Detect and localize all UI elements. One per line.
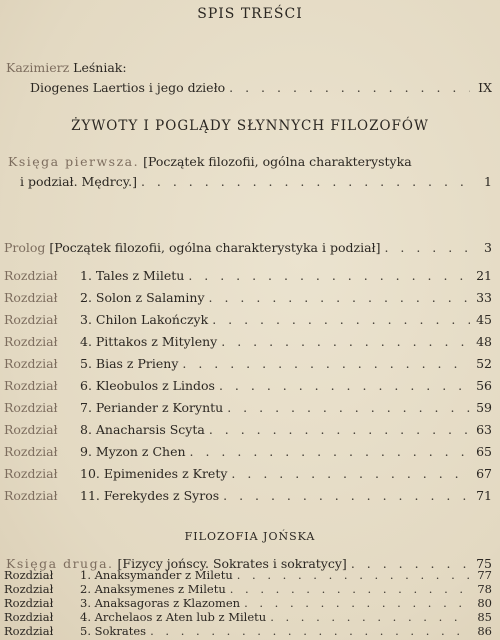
toc-entry-chapter bbox=[4, 466, 492, 481]
toc-entry-chapter bbox=[4, 312, 492, 327]
leader-dots bbox=[229, 80, 470, 95]
page-number: 56 bbox=[476, 378, 492, 393]
page-number: 86 bbox=[477, 624, 492, 638]
section-heading-main: ŻYWOTY I POGLĄDY SŁYNNYCH FILOZOFÓW bbox=[71, 118, 429, 134]
toc-entry-chapter bbox=[4, 444, 492, 459]
prolog-label: Prolog bbox=[4, 240, 46, 255]
toc-text: Rozdział bbox=[4, 356, 58, 371]
toc-text bbox=[4, 334, 217, 349]
toc-text: 4. Pittakos z Mityleny bbox=[80, 334, 218, 349]
toc-text: Rozdział bbox=[4, 466, 58, 481]
toc-text: Rozdział bbox=[4, 290, 58, 305]
page-number: 78 bbox=[477, 582, 492, 596]
page-number: 80 bbox=[477, 596, 492, 610]
toc-text: 11. Ferekydes z Syros bbox=[80, 488, 220, 503]
leader-dots bbox=[270, 610, 470, 624]
leader-dots bbox=[219, 378, 470, 393]
toc-entry-chapter bbox=[4, 356, 492, 371]
toc-text: Rozdział bbox=[4, 488, 58, 503]
page-number: 75 bbox=[476, 556, 492, 571]
toc-entry-chapter bbox=[4, 268, 492, 283]
toc-entry-chapter bbox=[4, 378, 492, 393]
toc-text: 1. Tales z Miletu bbox=[80, 268, 185, 283]
intro-author-first-name: Kazimierz bbox=[6, 60, 70, 75]
chapter-label: Rozdział bbox=[4, 610, 54, 624]
leader-dots bbox=[212, 312, 470, 327]
toc-text bbox=[4, 268, 184, 283]
page-number: 71 bbox=[476, 488, 492, 503]
leader-dots bbox=[188, 268, 470, 283]
book-one-label: Księga pierwsza. bbox=[8, 154, 140, 169]
toc-text: 3. Chilon Lakończyk bbox=[80, 312, 209, 327]
toc-text: Rozdział bbox=[4, 312, 58, 327]
toc-entry-chapter bbox=[4, 400, 492, 415]
leader-dots bbox=[190, 444, 470, 459]
toc-text bbox=[4, 596, 240, 610]
page-number: 65 bbox=[476, 444, 492, 459]
toc-text: 2. Anaksymenes z Miletu bbox=[80, 582, 226, 596]
toc-text: Rozdział bbox=[4, 334, 58, 349]
toc-text bbox=[4, 422, 205, 437]
leader-dots bbox=[231, 466, 470, 481]
toc-entry-prolog bbox=[4, 240, 492, 255]
leader-dots bbox=[244, 596, 470, 610]
toc-text: 1. Anaksymander z Miletu bbox=[80, 568, 233, 582]
intro-title: Diogenes Laertios i jego dzieło bbox=[30, 80, 226, 95]
toc-text: 6. Kleobulos z Lindos bbox=[80, 378, 215, 393]
page-number: IX bbox=[478, 80, 492, 95]
toc-entry-chapter bbox=[4, 334, 492, 349]
toc-text bbox=[4, 356, 178, 371]
book-two-desc: [Fizycy jońscy. Sokrates i sokratycy] bbox=[117, 556, 347, 571]
book-two-label: Księga druga. bbox=[6, 556, 114, 571]
leader-dots bbox=[230, 582, 470, 596]
toc-entry-intro bbox=[30, 80, 492, 95]
book-one-desc: [Początek filozofii, ogólna charakterystyka bbox=[143, 154, 412, 169]
page-number: 21 bbox=[476, 268, 492, 283]
toc-text: Rozdział bbox=[4, 400, 58, 415]
toc-entry-chapter bbox=[4, 596, 492, 610]
toc-text bbox=[4, 290, 205, 305]
book-one-desc-2: i podział. Mędrcy.] bbox=[20, 174, 137, 189]
toc-entry-chapter bbox=[4, 568, 492, 582]
toc-entry-chapter bbox=[4, 582, 492, 596]
leader-dots bbox=[223, 488, 470, 503]
toc-text bbox=[4, 624, 146, 638]
toc-text bbox=[4, 378, 215, 393]
toc-text: Rozdział bbox=[4, 422, 58, 437]
intro-author-rest: Leśniak: bbox=[73, 60, 127, 75]
intro-author bbox=[6, 60, 127, 75]
toc-text: Rozdział bbox=[4, 378, 58, 393]
page-number: 77 bbox=[477, 568, 492, 582]
chapter-title: 3. Anaksagoras z Klazomen bbox=[80, 596, 241, 610]
toc-entry-chapter bbox=[4, 290, 492, 305]
page-title: SPIS TREŚCI bbox=[197, 6, 303, 22]
leader-dots bbox=[209, 290, 470, 305]
toc-text bbox=[4, 444, 186, 459]
chapter-title: 4. Archelaos z Aten lub z Miletu bbox=[80, 610, 267, 624]
toc-entry-book-one bbox=[20, 174, 492, 189]
page-number: 67 bbox=[476, 466, 492, 481]
toc-text: 10. Epimenides z Krety bbox=[80, 466, 228, 481]
book-one-line-1 bbox=[8, 154, 412, 169]
toc-text bbox=[4, 488, 219, 503]
page-number: 48 bbox=[476, 334, 492, 349]
toc-text bbox=[4, 400, 223, 415]
chapter-label: Rozdział bbox=[4, 624, 54, 638]
toc-text: Rozdział bbox=[4, 268, 58, 283]
chapter-label: Rozdział bbox=[4, 596, 54, 610]
toc-entry-chapter bbox=[4, 624, 492, 638]
prolog-desc: [Początek filozofii, ogólna charakterystyka i podział] bbox=[49, 240, 381, 255]
page-number: 63 bbox=[476, 422, 492, 437]
page-number: 52 bbox=[476, 356, 492, 371]
page-number: 59 bbox=[476, 400, 492, 415]
page-number: 1 bbox=[484, 174, 492, 189]
toc-entry-chapter bbox=[4, 610, 492, 624]
leader-dots bbox=[227, 400, 470, 415]
leader-dots bbox=[384, 240, 470, 255]
toc-text: 7. Periander z Koryntu bbox=[80, 400, 224, 415]
toc-text: 5. Bias z Prieny bbox=[80, 356, 179, 371]
toc-text: Rozdział bbox=[4, 582, 54, 596]
page-number: 85 bbox=[477, 610, 492, 624]
toc-text bbox=[4, 312, 208, 327]
chapter-title: 5. Sokrates bbox=[80, 624, 147, 638]
leader-dots bbox=[237, 568, 470, 582]
leader-dots bbox=[209, 422, 470, 437]
leader-dots bbox=[221, 334, 470, 349]
toc-text: 2. Solon z Salaminy bbox=[80, 290, 205, 305]
page-number: 33 bbox=[476, 290, 492, 305]
toc-text bbox=[4, 568, 233, 582]
leader-dots bbox=[150, 624, 470, 638]
toc-entry-chapter bbox=[4, 488, 492, 503]
toc-text: 8. Anacharsis Scyta bbox=[80, 422, 205, 437]
toc-text bbox=[4, 610, 266, 624]
leader-dots bbox=[182, 356, 470, 371]
toc-text bbox=[4, 582, 226, 596]
toc-entry-chapter bbox=[4, 422, 492, 437]
toc-text bbox=[4, 466, 227, 481]
leader-dots bbox=[141, 174, 470, 189]
toc-text: 9. Myzon z Chen bbox=[80, 444, 186, 459]
section-heading-ionian: FILOZOFIA JOŃSKA bbox=[184, 530, 316, 543]
toc-text: Rozdział bbox=[4, 444, 58, 459]
toc-text: Rozdział bbox=[4, 568, 54, 582]
page-number: 45 bbox=[476, 312, 492, 327]
toc-text bbox=[4, 240, 380, 255]
page-number: 3 bbox=[484, 240, 492, 255]
